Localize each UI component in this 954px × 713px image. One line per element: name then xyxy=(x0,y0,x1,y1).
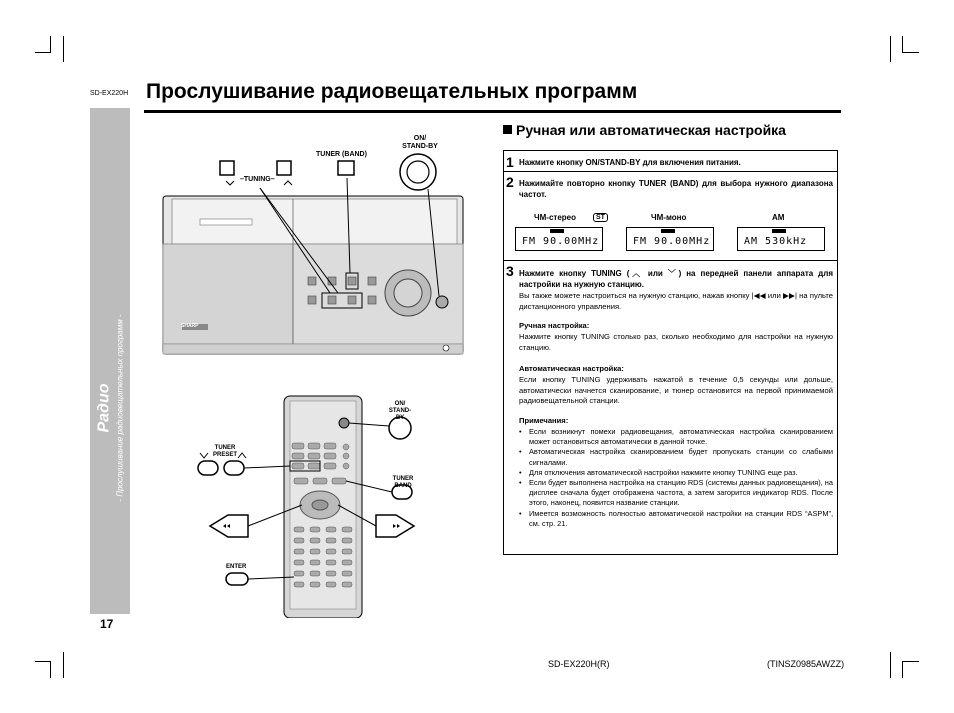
page-number: 17 xyxy=(100,617,114,631)
crop-mark xyxy=(35,661,51,662)
section-title xyxy=(503,122,786,138)
lcd-readout: AM 530kHz xyxy=(744,236,808,247)
remote-enter-label: ENTER xyxy=(226,564,247,570)
side-tab xyxy=(90,108,130,614)
title-divider xyxy=(144,110,841,113)
lcd-readout: FM 90.00MHz xyxy=(633,236,711,247)
lcd-display-am xyxy=(737,227,825,251)
on-standby-label: ON/ STAND-BY xyxy=(402,135,438,150)
steps-box xyxy=(503,150,838,555)
lcd-readout: FM 90.00MHz xyxy=(522,236,600,247)
tuner-tag xyxy=(661,229,675,233)
lcd-display-fm-mono xyxy=(626,227,714,251)
crop-mark xyxy=(50,36,51,53)
square-bullet-icon xyxy=(503,125,512,134)
side-tab-subtitle: - Прослушивание радиовещательных программ - xyxy=(115,314,125,502)
main-unit-figure xyxy=(160,133,470,368)
lcd-display-fm-stereo xyxy=(515,227,603,251)
crop-mark xyxy=(902,36,903,53)
step-number: 2 xyxy=(506,174,514,190)
remote-on-standby-label: ON/ STAND-BY xyxy=(388,401,412,421)
footer-code: (TINSZ0985AWZZ) xyxy=(767,659,845,669)
tuner-tag xyxy=(550,229,564,233)
step-number: 1 xyxy=(506,154,514,170)
step-3-extra: Вы также можете настроиться на нужную станцию, нажав кнопку |◀◀ или ▶▶| на пульте дистанционного управления. xyxy=(519,291,833,311)
step-3-text: Нажмите кнопку TUNING (︿ или ﹀) на передней панели аппарата для настройки на нужную станцию. xyxy=(519,269,833,289)
display-label-fm-stereo: ЧМ-стерео xyxy=(534,213,576,222)
tuning-label: –TUNING– xyxy=(240,176,275,183)
step-2-text: Нажимайте повторно кнопку TUNER (BAND) для выбора нужного диапазона частот. xyxy=(519,179,833,199)
step-divider xyxy=(504,260,837,261)
note-item: • Имеется возможность полностью автоматической настройки на станции RDS “ASPM”, см. стр. 21. xyxy=(519,509,833,529)
crop-mark xyxy=(890,652,891,678)
step-1-text: Нажмите кнопку ON/STAND-BY для включения питания. xyxy=(519,158,741,167)
page-title: Прослушивание радиовещательных программ xyxy=(146,80,638,103)
notes-list xyxy=(519,427,833,529)
side-tab-title: Радио xyxy=(95,383,113,433)
note-item: • Если возникнут помехи радиовещания, автоматическая настройка сканированием может остановиться автоматически в данной точке. xyxy=(519,427,833,447)
display-label-fm-mono: ЧМ-моно xyxy=(651,213,687,222)
notes-title: Примечания: xyxy=(519,416,569,425)
remote-drawing xyxy=(196,393,421,618)
note-item: • Если будет выполнена настройка на станцию RDS (системы данных радиовещания), на дисплее сначала будет отображена частота, а затем загорится индикатор RDS. После этого, наконец, появится название станции. xyxy=(519,478,833,509)
crop-mark xyxy=(902,52,919,53)
crop-mark xyxy=(902,661,903,678)
main-unit-drawing xyxy=(160,133,470,368)
remote-tuner-band-label: TUNER BAND xyxy=(392,476,414,489)
section-title-text: Ручная или автоматическая настройка xyxy=(516,122,786,138)
st-badge: ST xyxy=(593,213,608,222)
manual-tuning-title: Ручная настройка: xyxy=(519,321,590,330)
brand-logo: SHARP xyxy=(181,323,199,329)
crop-mark xyxy=(35,52,51,53)
crop-mark xyxy=(902,661,919,662)
step-divider xyxy=(504,171,837,172)
crop-mark xyxy=(50,661,51,678)
note-item: • Автоматическая настройка сканированием будет пропускать станции со слабыми сигналами. xyxy=(519,447,833,467)
tuner-band-label: TUNER (BAND) xyxy=(316,151,367,158)
crop-mark xyxy=(890,36,891,62)
remote-tuner-preset-label: TUNER PRESET xyxy=(212,445,237,458)
tuner-tag xyxy=(772,229,786,233)
auto-tuning-text: Если кнопку TUNING удерживать нажатой в течение 0,5 секунды или дольше, автоматически начнется сканирование, и тюнер остановится на первой принимаемой радиовещательной станции. xyxy=(519,375,833,405)
step-number: 3 xyxy=(506,263,514,279)
footer-model: SD-EX220H(R) xyxy=(548,659,610,669)
crop-mark xyxy=(63,652,64,678)
auto-tuning-title: Автоматическая настройка: xyxy=(519,364,624,373)
crop-mark xyxy=(63,36,64,62)
note-item: • Для отключения автоматической настройки нажмите кнопку TUNING еще раз. xyxy=(519,468,833,478)
display-label-am: AM xyxy=(772,213,785,222)
manual-tuning-text: Нажмите кнопку TUNING столько раз, сколько необходимо для настройки на нужную станцию. xyxy=(519,332,833,352)
model-label: SD-EX220H xyxy=(90,90,129,97)
remote-figure xyxy=(196,393,421,618)
